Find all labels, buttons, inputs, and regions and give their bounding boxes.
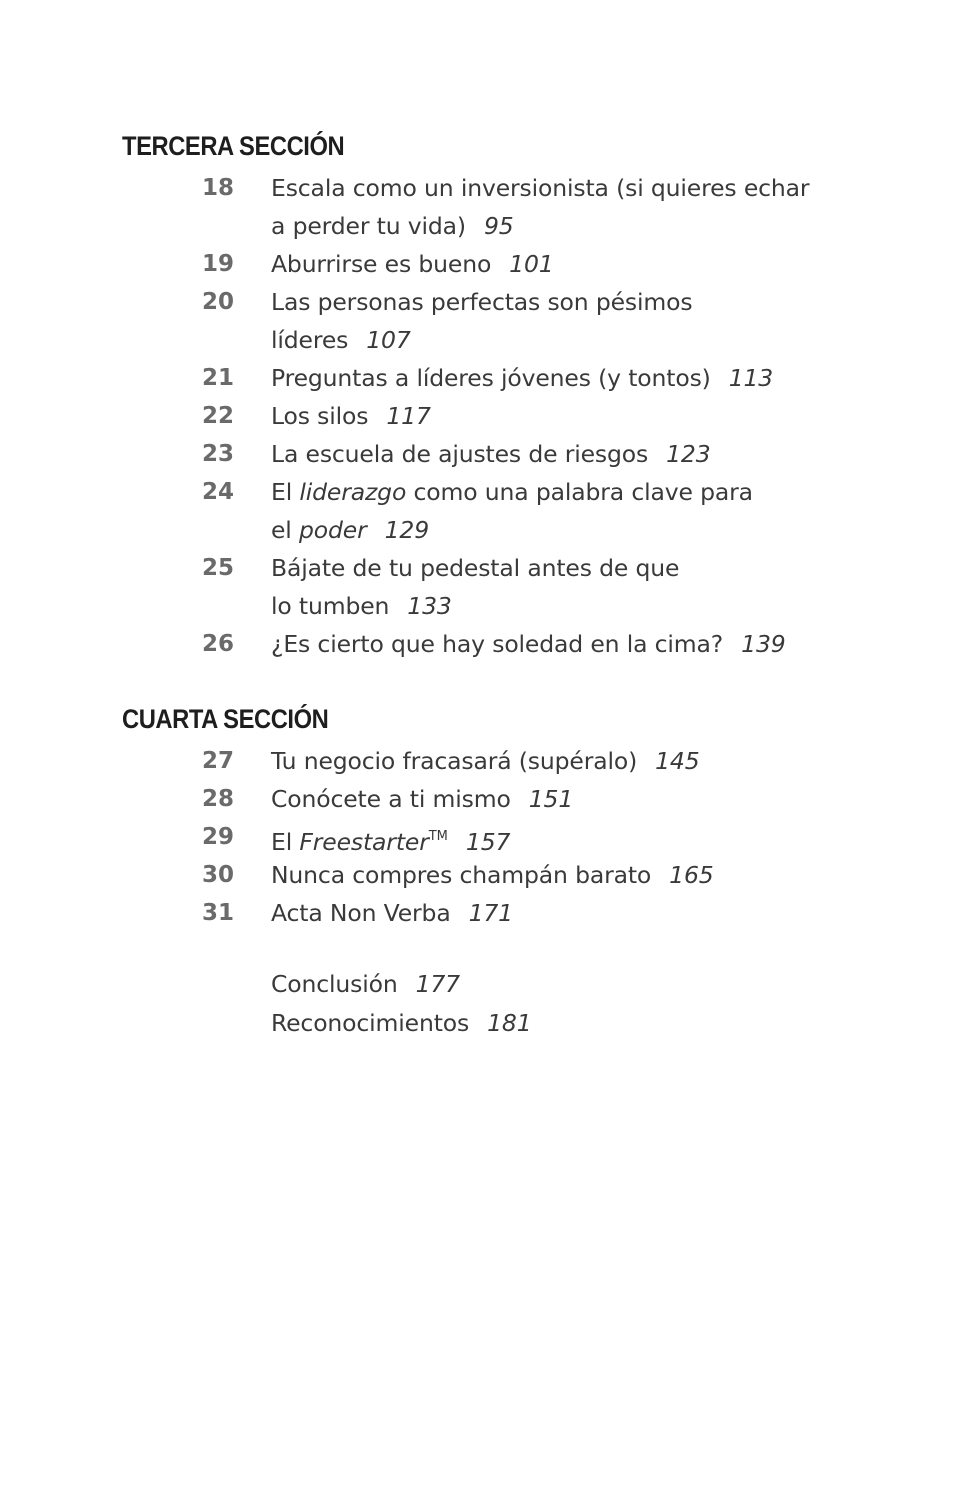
chapter-title-line1 xyxy=(271,894,513,932)
page-number: 133 xyxy=(407,592,452,620)
section-heading-tercera: TERCERA SECCIÓN xyxy=(122,131,345,161)
chapter-title-text: Nunca compres champán barato xyxy=(271,861,652,889)
chapter-number: 27 xyxy=(202,748,235,774)
chapter-title-text: Los silos xyxy=(271,402,369,430)
chapter-title-line1 xyxy=(271,397,431,435)
back-matter-title: Conclusión xyxy=(271,970,398,998)
chapter-title-line1 xyxy=(271,435,711,473)
chapter-title-text: El xyxy=(271,828,293,856)
chapter-title-text: Tu negocio fracasará (supéralo) xyxy=(271,747,638,775)
chapter-title-text: Aburrirse es bueno xyxy=(271,250,492,278)
chapter-title-text: a perder tu vida) xyxy=(271,212,466,240)
page-number: 151 xyxy=(528,785,574,813)
chapter-title-text: El xyxy=(271,478,293,506)
chapter-number: 19 xyxy=(202,251,235,277)
page-number: 129 xyxy=(384,516,430,544)
chapter-title-text: Escala como un inversionista (si quieres echar xyxy=(271,174,810,202)
chapter-number: 22 xyxy=(202,403,235,429)
page-number: 101 xyxy=(509,250,554,278)
chapter-title-line1 xyxy=(271,549,679,587)
chapter-title-italic: liderazgo xyxy=(299,478,407,506)
chapter-number: 25 xyxy=(202,555,235,581)
section-heading-cuarta: CUARTA SECCIÓN xyxy=(122,704,329,734)
chapter-title-line2 xyxy=(271,321,411,359)
chapter-title-italic: Freestarter xyxy=(299,828,429,856)
back-matter-title: Reconocimientos xyxy=(271,1009,470,1037)
chapter-title-line2 xyxy=(271,207,514,245)
chapter-number: 31 xyxy=(202,900,235,926)
chapter-title-text: Preguntas a líderes jóvenes (y tontos) xyxy=(271,364,711,392)
page-number: 177 xyxy=(415,970,460,998)
chapter-title-text: Conócete a ti mismo xyxy=(271,785,511,813)
page-number: 145 xyxy=(655,747,700,775)
chapter-number: 28 xyxy=(202,786,235,812)
chapter-title-line1 xyxy=(271,625,786,663)
chapter-title-text: como una palabra clave para xyxy=(413,478,753,506)
chapter-title-text: Las personas perfectas son pésimos xyxy=(271,288,693,316)
chapter-number: 20 xyxy=(202,289,235,315)
page-number: 165 xyxy=(669,861,714,889)
page-number: 107 xyxy=(366,326,411,354)
chapter-title-text: ¿Es cierto que hay soledad en la cima? xyxy=(271,630,724,658)
page-number: 95 xyxy=(483,212,514,240)
chapter-title-line1 xyxy=(271,473,753,511)
chapter-title-line1 xyxy=(271,742,700,780)
chapter-title-text: Acta Non Verba xyxy=(271,899,451,927)
page-number: 117 xyxy=(386,402,431,430)
chapter-title-line1 xyxy=(271,780,573,818)
page-number: 171 xyxy=(468,899,513,927)
chapter-title-italic: poder xyxy=(299,516,367,544)
chapter-number: 21 xyxy=(202,365,235,391)
chapter-title-line1 xyxy=(271,169,809,207)
back-matter-title-line xyxy=(271,965,460,1003)
chapter-title-line2 xyxy=(271,587,452,625)
page-number: 157 xyxy=(465,828,511,856)
chapter-title-line1 xyxy=(271,245,554,283)
chapter-title-line1 xyxy=(271,359,773,397)
page-number: 139 xyxy=(741,630,786,658)
chapter-title-line1 xyxy=(271,856,714,894)
chapter-number: 29 xyxy=(202,824,235,850)
chapter-title-text: líderes xyxy=(271,326,349,354)
chapter-number: 23 xyxy=(202,441,235,467)
chapter-title-text: el xyxy=(271,516,292,544)
chapter-title-line1 xyxy=(271,283,692,321)
page-number: 181 xyxy=(487,1009,532,1037)
chapter-title-text: Bájate de tu pedestal antes de que xyxy=(271,554,680,582)
chapter-title-text: lo tumben xyxy=(271,592,390,620)
chapter-number: 24 xyxy=(202,479,235,505)
page-number: 113 xyxy=(728,364,774,392)
chapter-number: 26 xyxy=(202,631,235,657)
back-matter-title-line xyxy=(271,1004,532,1042)
chapter-number: 30 xyxy=(202,862,235,888)
chapter-number: 18 xyxy=(202,175,235,201)
chapter-title-line2 xyxy=(271,511,429,549)
chapter-title-text: La escuela de ajustes de riesgos xyxy=(271,440,649,468)
trademark-mark: TM xyxy=(428,829,448,844)
chapter-title-line1 xyxy=(271,818,510,861)
page-number: 123 xyxy=(666,440,711,468)
